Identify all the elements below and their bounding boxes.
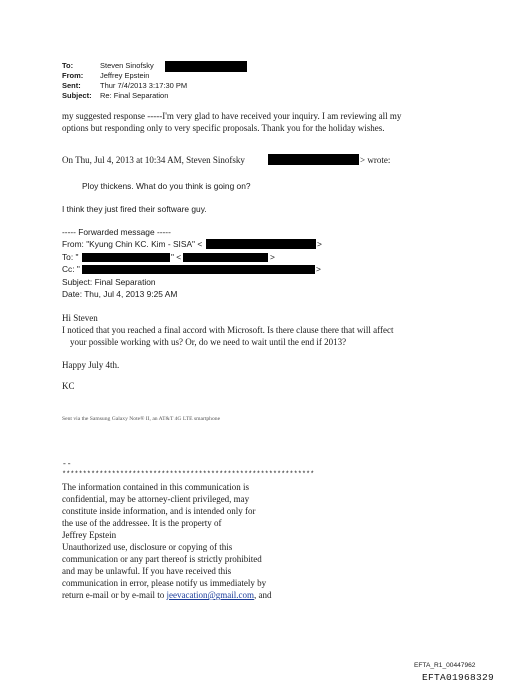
forwarded-cc: Cc: " [62, 264, 80, 274]
reply-line-1: my suggested response -----I'm very glad to have received your inquiry. I am reviewing all my [62, 111, 402, 121]
forwarded-subject: Subject: Final Separation [62, 277, 156, 287]
forwarded-to: To: " [62, 252, 79, 262]
redaction-bar [268, 154, 359, 165]
quoted-line-1: Ploy thickens. What do you think is going on? [82, 181, 251, 191]
disclaimer-line-2: confidential, may be attorney-client privileged, may [62, 494, 250, 504]
redaction-bar [183, 253, 268, 262]
redaction-bar [206, 239, 316, 249]
quote-header-prefix: On Thu, Jul 4, 2013 at 10:34 AM, Steven Sinofsky [62, 155, 245, 165]
message-signoff: KC [62, 381, 75, 391]
redaction-bar [82, 265, 315, 274]
subject-label: Subject: [62, 91, 92, 100]
disclaimer-line-10 [62, 589, 271, 601]
redaction-bar [165, 61, 247, 72]
disclaimer-line-5: Jeffrey Epstein [62, 530, 117, 540]
disclaimer-stars: ************************************************************* [62, 471, 315, 479]
quoted-line-2: I think they just fired their software guy. [62, 204, 207, 214]
to-label: To: [62, 61, 74, 70]
message-holiday: Happy July 4th. [62, 360, 120, 370]
device-signature: Sent via the Samsung Galaxy Note® II, an AT&T 4G LTE smartphone [62, 416, 221, 422]
sent-label: Sent: [62, 81, 81, 90]
forwarded-from: From: "Kyung Chin KC. Kim - SISA" < [62, 239, 203, 249]
disclaimer-dashes: -- [62, 460, 72, 469]
disclaimer-line-3: constitute inside information, and is intended only for [62, 506, 256, 516]
reply-line-2: options but responding only to very specific proposals. Thank you for the holiday wishes. [62, 123, 385, 133]
sent-value: Thur 7/4/2013 3:17:30 PM [100, 81, 188, 90]
disclaimer-line-10-text: return e-mail or by e-mail to [62, 590, 167, 600]
footer-id-1: EFTA_R1_00447962 [414, 662, 476, 669]
message-line-1: I noticed that you reached a final accord with Microsoft. Is there clause there that will affect [62, 325, 394, 335]
from-label: From: [62, 71, 84, 80]
message-greeting: Hi Steven [62, 313, 98, 323]
forwarded-cc-end: > [316, 264, 321, 274]
redaction-bar [82, 253, 170, 262]
to-value: Steven Sinofsky [100, 61, 154, 70]
forwarded-title: ----- Forwarded message ----- [62, 227, 171, 237]
disclaimer-line-6: Unauthorized use, disclosure or copying of this [62, 542, 233, 552]
from-value: Jeffrey Epstein [100, 71, 150, 80]
email-link[interactable]: jeevacation@gmail.com [166, 590, 254, 600]
disclaimer-line-9: communication in error, please notify us immediately by [62, 578, 267, 588]
disclaimer-line-4: the use of the addressee. It is the property of [62, 518, 222, 528]
disclaimer-line-1: The information contained in this communication is [62, 482, 249, 492]
forwarded-to-mid: " < [171, 252, 182, 262]
subject-value: Re: Final Separation [100, 91, 169, 100]
message-line-2: your possible working with us? Or, do we need to wait until the end if 2013? [70, 337, 347, 347]
disclaimer-line-7: communication or any part thereof is strictly prohibited [62, 554, 262, 564]
forwarded-to-end: > [270, 252, 275, 262]
disclaimer-line-10-end: , and [253, 590, 272, 600]
forwarded-date: Date: Thu, Jul 4, 2013 9:25 AM [62, 289, 178, 299]
footer-id-2: EFTA01968329 [422, 672, 495, 683]
forwarded-from-end: > [317, 239, 322, 249]
disclaimer-line-8: and may be unlawful. If you have received this [62, 566, 232, 576]
quote-header-suffix: > wrote: [360, 155, 391, 165]
